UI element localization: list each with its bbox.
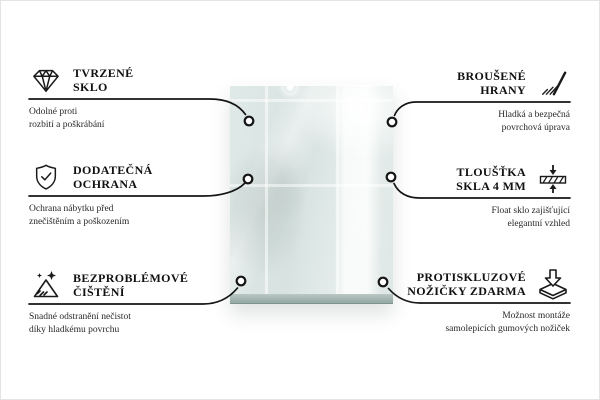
desc-line: rozbití a poškrábání (29, 119, 105, 130)
callout-tvrzene-sklo (29, 62, 229, 131)
title-line: OCHRANA (73, 177, 138, 191)
window-reflection-line (230, 99, 393, 102)
title-line: BEZPROBLÉMOVÉ (73, 270, 189, 285)
callout-brousene-hrany (395, 65, 570, 134)
title-line: PROTISKLUZOVÉ (416, 269, 526, 284)
title-line: ČIŠTĚNÍ (73, 285, 125, 299)
callout-description (498, 109, 570, 134)
title-line: DODATEČNÁ (73, 162, 153, 177)
title-line: TLOUŠŤKA (456, 164, 526, 179)
desc-line: povrchová úprava (501, 122, 570, 133)
sparkle-clean-icon (29, 267, 63, 303)
callout-title (73, 66, 133, 95)
callout-description (445, 310, 570, 335)
desc-line: elegantní vzhled (507, 218, 570, 229)
window-reflection-line (336, 86, 339, 294)
desc-line: Možnost montáže (502, 311, 570, 321)
polished-edges-icon (536, 65, 570, 101)
callout-title (73, 163, 153, 192)
desc-line: díky hladkému povrchu (29, 324, 120, 335)
desc-line: Ochrana nábytku před (29, 204, 114, 214)
callout-protiskluzove-nozicky (395, 266, 570, 335)
title-line: SKLO (73, 80, 108, 94)
desc-line: Odolné proti (29, 107, 78, 117)
glass-panel-image (230, 85, 393, 304)
title-line: SKLA 4 MM (456, 179, 526, 193)
glass-shine-sparkle (284, 81, 296, 93)
adhesive-foot-icon (536, 266, 570, 302)
callout-tloustka-skla (395, 161, 570, 230)
desc-line: znečištěním a poškozením (29, 216, 130, 227)
window-reflection-line (230, 184, 393, 187)
callout-title (457, 69, 526, 98)
title-line: TVRZENÉ (73, 65, 134, 80)
desc-line: Hladká a bezpečná (498, 110, 570, 120)
title-line: NOŽIČKY ZDARMA (407, 284, 526, 298)
thickness-arrows-icon (536, 161, 570, 197)
glass-bottom-edge (230, 294, 393, 304)
callout-description (492, 205, 570, 230)
callout-title (407, 270, 526, 299)
callout-description (29, 311, 131, 336)
desc-line: Float sklo zajišťující (491, 206, 570, 216)
callout-description (29, 106, 104, 131)
title-line: HRANY (480, 83, 526, 97)
shield-check-icon (29, 159, 63, 195)
callout-dodatecna-ochrana (29, 159, 229, 228)
callout-title (456, 165, 526, 194)
desc-line: samolepicích gumových nožiček (445, 323, 570, 334)
window-reflection-line (265, 86, 268, 294)
desc-line: Snadné odstranění nečistot (29, 312, 131, 322)
diamond-icon (29, 62, 63, 98)
callout-bezproblemove-cisteni (29, 267, 229, 336)
callout-title (73, 271, 188, 300)
title-line: BROUŠENÉ (457, 68, 526, 83)
callout-description (29, 203, 129, 228)
